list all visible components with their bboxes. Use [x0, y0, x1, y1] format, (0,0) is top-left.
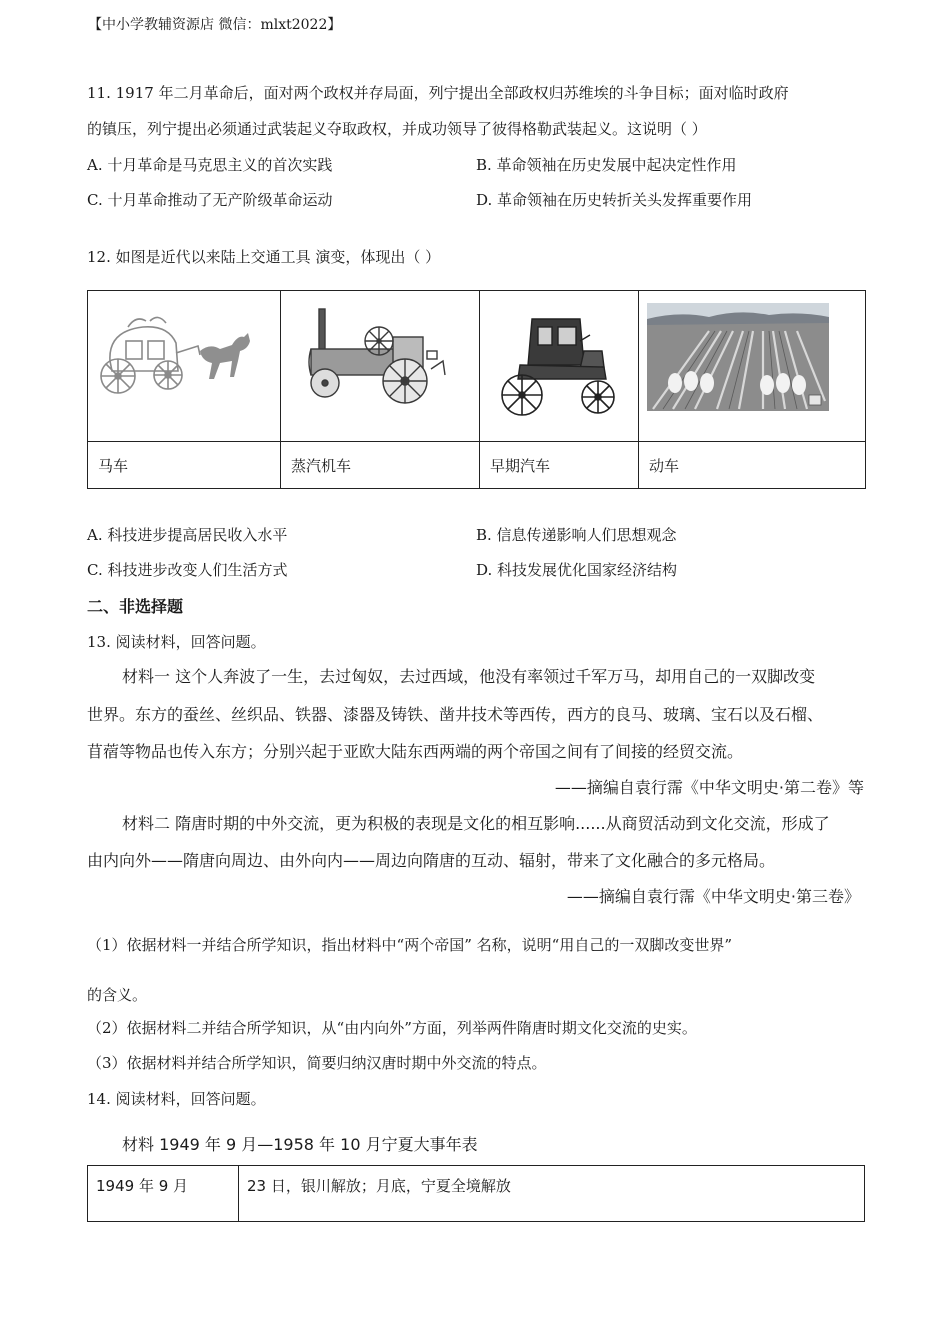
- label-steam-locomotive: 蒸汽机车: [281, 442, 480, 489]
- q13-sub2: （2）依据材料二并结合所学知识，从“由内向外”方面，列举两件隋唐时期文化交流的史实。: [87, 1019, 697, 1037]
- q12-stem: 12. 如图是近代以来陆上交通工具 演变，体现出（ ）: [87, 248, 441, 266]
- q11-stem-line2: 的镇压，列宁提出必须通过武装起义夺取政权，并成功领导了彼得格勒武装起义。这说明（ ）: [87, 120, 707, 138]
- q11-stem-line1: 11. 1917 年二月革命后，面对两个政权并存局面，列宁提出全部政权归苏维埃的斗争目标；面对临时政府: [87, 84, 789, 102]
- transport-image-table: [87, 290, 866, 489]
- event-description-cell: 23 日，银川解放；月底，宁夏全境解放: [239, 1166, 865, 1222]
- q13-material2-line1: 材料二 隋唐时期的中外交流，更为积极的表现是文化的相互影响......从商贸活动到文化交流，形成了: [122, 814, 830, 833]
- label-carriage: 马车: [88, 442, 281, 489]
- q12-option-a[interactable]: A. 科技进步提高居民收入水平: [87, 526, 288, 544]
- q11-option-a[interactable]: A. 十月革命是马克思主义的首次实践: [87, 156, 333, 174]
- early-car-illustration: [480, 291, 638, 437]
- steam-locomotive-image-cell: [281, 291, 480, 442]
- q11-option-b[interactable]: B. 革命领袖在历史发展中起决定性作用: [476, 156, 737, 174]
- ningxia-events-table: [87, 1165, 865, 1222]
- label-bullet-train: 动车: [639, 442, 866, 489]
- q13-material1-line1: 材料一 这个人奔波了一生，去过匈奴，去过西域，他没有率领过千军万马，却用自己的一双脚改变: [122, 667, 816, 686]
- q13-sub1-line1: （1）依据材料一并结合所学知识，指出材料中“两个帝国” 名称，说明“用自己的一双脚改变世界”: [87, 936, 732, 954]
- q13-material1-source: ——摘编自袁行霈《中华文明史·第二卷》等: [554, 778, 864, 797]
- q13-material1-line3: 苜蓿等物品也传入东方；分别兴起于亚欧大陆东西两端的两个帝国之间有了间接的经贸交流。: [87, 742, 744, 761]
- early-car-image-cell: [480, 291, 639, 442]
- carriage-illustration: [88, 291, 280, 437]
- q11-option-c[interactable]: C. 十月革命推动了无产阶级革命运动: [87, 191, 333, 209]
- q13-material2-source: ——摘编自袁行霈《中华文明史·第三卷》: [566, 887, 860, 906]
- label-early-car: 早期汽车: [480, 442, 639, 489]
- bullet-train-image-cell: [639, 291, 866, 442]
- steam-locomotive-illustration: [281, 291, 479, 437]
- q12-option-b[interactable]: B. 信息传递影响人们思想观念: [476, 526, 677, 544]
- q13-material2-line2: 由内向外——隋唐向周边、由外向内——周边向隋唐的互动、辐射，带来了文化融合的多元格局。: [87, 851, 776, 870]
- q14-material-title: 材料 1949 年 9 月—1958 年 10 月宁夏大事年表: [122, 1135, 478, 1154]
- q13-material1-line2: 世界。东方的蚕丝、丝织品、铁器、漆器及铸铁、凿井技术等西传，西方的良马、玻璃、宝石以及石榴、: [87, 705, 824, 724]
- q12-option-c[interactable]: C. 科技进步改变人们生活方式: [87, 561, 288, 579]
- q13-sub1-line2: 的含义。: [87, 986, 148, 1004]
- section-title-non-choice: 二、非选择题: [87, 597, 184, 616]
- table-row: [88, 1166, 865, 1222]
- carriage-image-cell: [88, 291, 281, 442]
- q14-stem: 14. 阅读材料，回答问题。: [87, 1090, 266, 1108]
- q11-option-d[interactable]: D. 革命领袖在历史转折关头发挥重要作用: [476, 191, 753, 209]
- bullet-train-photo: [639, 291, 865, 437]
- page-header: 【中小学教辅资源店 微信：mlxt2022】: [88, 17, 342, 33]
- event-date-cell: 1949 年 9 月: [88, 1166, 239, 1222]
- q13-sub3: （3）依据材料并结合所学知识，简要归纳汉唐时期中外交流的特点。: [87, 1054, 547, 1072]
- q13-stem: 13. 阅读材料，回答问题。: [87, 633, 266, 651]
- q12-option-d[interactable]: D. 科技发展优化国家经济结构: [476, 561, 678, 579]
